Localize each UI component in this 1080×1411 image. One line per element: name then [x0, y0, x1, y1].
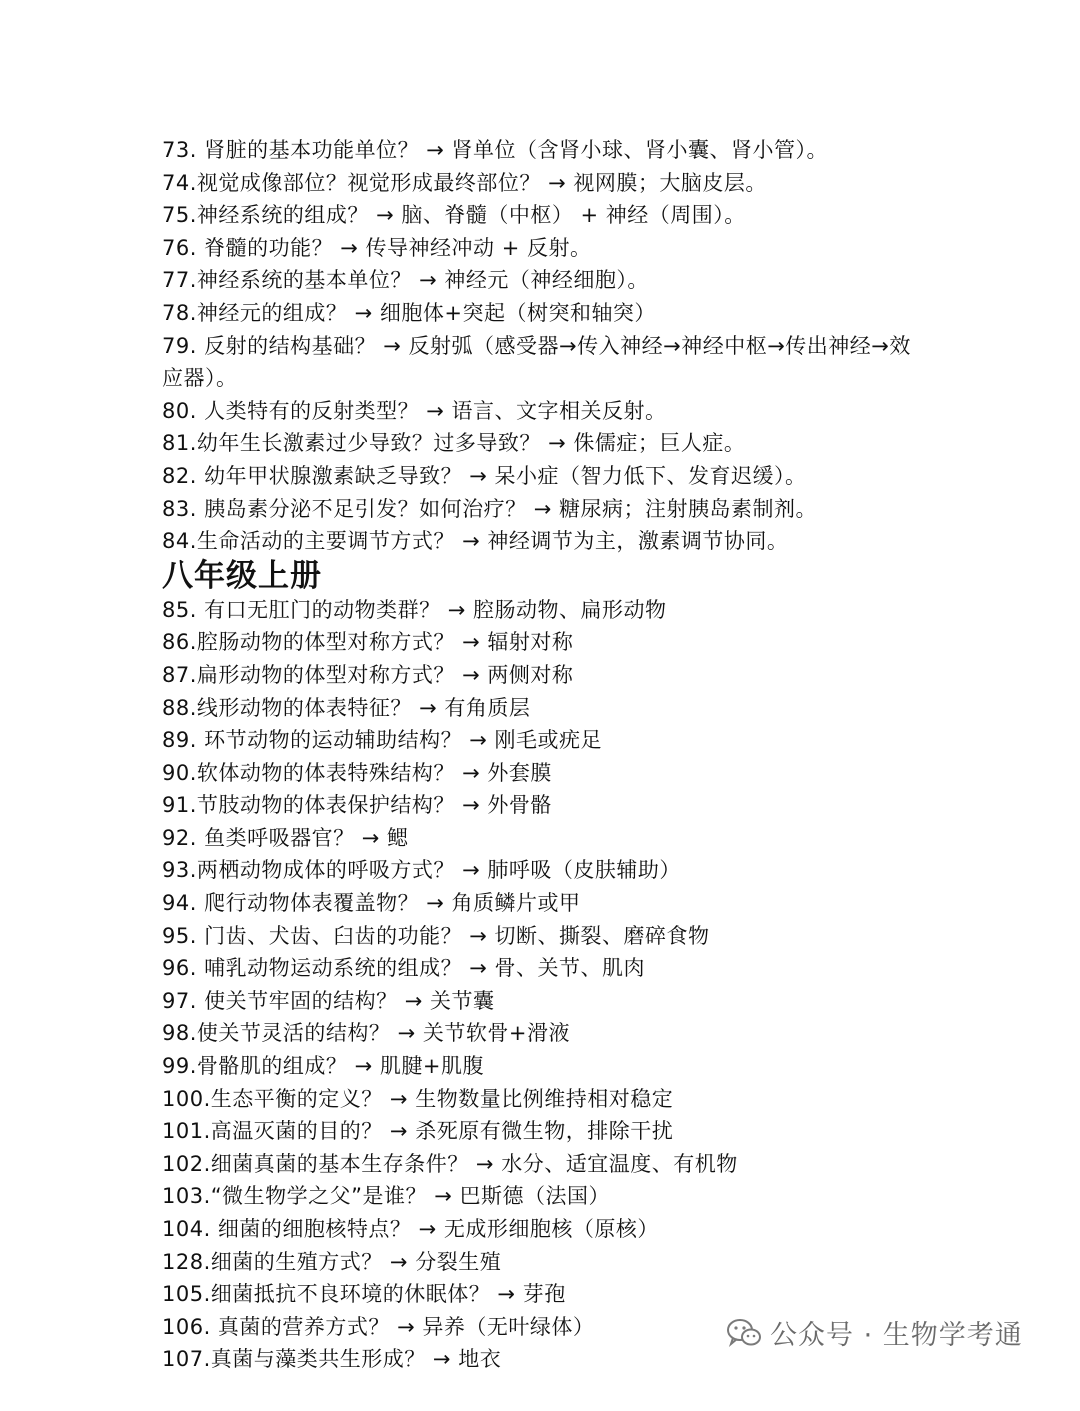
list-item: 73. 肾脏的基本功能单位？ → 肾单位（含肾小球、肾小囊、肾小管）。: [162, 138, 829, 162]
list-item: 77.神经系统的基本单位？ → 神经元（神经细胞）。: [162, 268, 649, 293]
list-item: 74.视觉成像部位？视觉形成最终部位？ → 视网膜；大脑皮层。: [162, 170, 767, 195]
list-item: 96. 哺乳动物运动系统的组成？ → 骨、关节、肌肉: [162, 956, 646, 981]
list-item: 82. 幼年甲状腺激素缺乏导致？ → 呆小症（智力低下、发育迟缓）。: [162, 463, 807, 488]
document-body: [162, 134, 1042, 1376]
list-item: 87.扁形动物的体型对称方式？ → 两侧对称: [162, 662, 574, 687]
watermark: [726, 1313, 1023, 1352]
list-item: 102.细菌真菌的基本生存条件？ → 水分、适宜温度、有机物: [162, 1151, 738, 1176]
list-item: 97. 使关节牢固的结构？ → 关节囊: [162, 988, 495, 1013]
list-item: 103.“微生物学之父”是谁？ → 巴斯德（法国）: [162, 1184, 610, 1209]
list-item: 98.使关节灵活的结构？ → 关节软骨+滑液: [162, 1021, 570, 1046]
list-item: 93.两栖动物成体的呼吸方式？ → 肺呼吸（皮肤辅助）: [162, 858, 681, 883]
list-item: 75.神经系统的组成？ → 脑、脊髓（中枢） + 神经（周围）。: [162, 203, 746, 228]
list-item: 91.节肢动物的体表保护结构？ → 外骨骼: [162, 793, 552, 818]
list-item: 85. 有口无肛门的动物类群？ → 腔肠动物、扁形动物: [162, 597, 667, 622]
section-grade8-items: [162, 594, 1042, 1376]
list-item: 90.软体动物的体表特殊结构？ → 外套膜: [162, 760, 552, 785]
section-heading: 八年级上册: [162, 557, 322, 594]
list-item: 88.线形动物的体表特征？ → 有角质层: [162, 695, 531, 720]
list-item: 78.神经元的组成？ → 细胞体+突起（树突和轴突）: [162, 300, 656, 325]
list-item: 84.生命活动的主要调节方式？ → 神经调节为主，激素调节协同。: [162, 529, 789, 554]
list-item: 86.腔肠动物的体型对称方式？ → 辐射对称: [162, 630, 574, 655]
list-item: 76. 脊髓的功能？ → 传导神经冲动 + 反射。: [162, 235, 592, 260]
list-item: 83. 胰岛素分泌不足引发？如何治疗？ → 糖尿病；注射胰岛素制剂。: [162, 496, 818, 521]
list-item: 104. 细菌的细胞核特点？ → 无成形细胞核（原核）: [162, 1217, 659, 1241]
list-item: 92. 鱼类呼吸器官？ → 鳃: [162, 825, 409, 850]
list-item: 89. 环节动物的运动辅助结构？ → 刚毛或疣足: [162, 728, 603, 753]
list-item: 81.幼年生长激素过少导致？过多导致？ → 侏儒症；巨人症。: [162, 431, 746, 456]
section-review-items: [162, 134, 1042, 558]
list-item: 100.生态平衡的定义？ → 生物数量比例维持相对稳定: [162, 1086, 674, 1111]
list-item: 105.细菌抵抗不良环境的休眠体？ → 芽孢: [162, 1282, 566, 1307]
list-item: 94. 爬行动物体表覆盖物？ → 角质鳞片或甲: [162, 891, 581, 916]
list-item: 128.细菌的生殖方式？ → 分裂生殖: [162, 1249, 502, 1274]
list-item: 95. 门齿、犬齿、臼齿的功能？ → 切断、撕裂、磨碎食物: [162, 923, 710, 948]
wechat-icon: [726, 1318, 762, 1348]
watermark-text: 公众号 · 生物学考通: [770, 1320, 1023, 1351]
list-item: 79. 反射的结构基础？ → 反射弧（感受器→传入神经→神经中枢→传出神经→效应器）。: [162, 333, 911, 391]
list-item: 106. 真菌的营养方式？ → 异养（无叶绿体）: [162, 1314, 595, 1339]
list-item: 101.高温灭菌的目的？ → 杀死原有微生物，排除干扰: [162, 1119, 674, 1144]
list-item: 107.真菌与藻类共生形成？ → 地衣: [162, 1347, 502, 1372]
list-item: 99.骨骼肌的组成？ → 肌腱+肌腹: [162, 1054, 484, 1079]
list-item: 80. 人类特有的反射类型？ → 语言、文字相关反射。: [162, 398, 667, 423]
